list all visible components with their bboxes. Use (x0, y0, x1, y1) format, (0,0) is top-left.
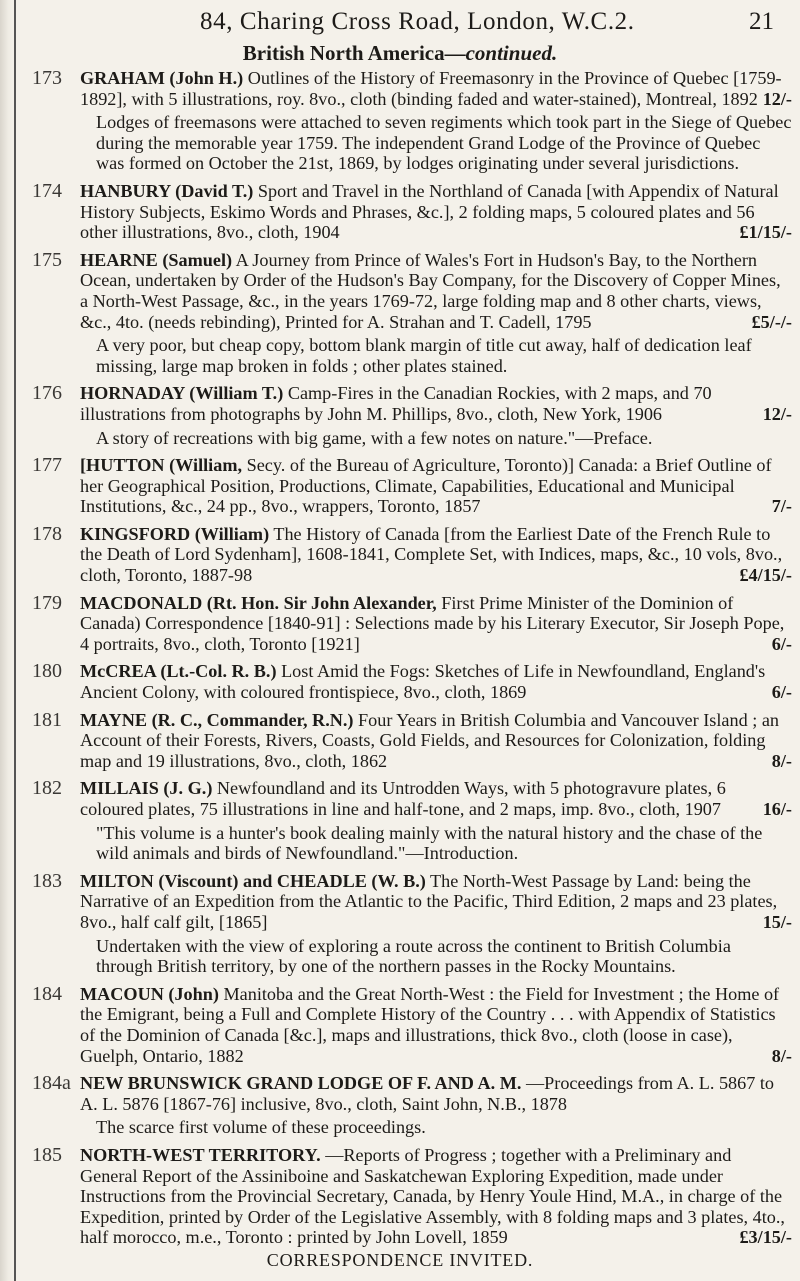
catalogue-entry (32, 778, 792, 863)
entry-title: Outlines of the History of Freemasonry in the Province of Quebec [1759-1892], with 5 illustrations, roy. 8vo., cloth (binding faded and water-stained), Montreal, 1892 (80, 68, 782, 109)
entry-title: Sport and Travel in the Northland of Canada [with Appendix of Natural History Subjects, Eskimo Words and Phrases, &c.], 2 folding maps, 5 coloured plates and 56 other illustrations, 8vo., cloth, 1904 (80, 180, 779, 243)
entry-title: A Journey from Prince of Wales's Fort in Hudson's Bay, to the Northern Ocean, undertaken by Order of the Hudson's Bay Company, for the Discovery of Copper Mines, a North-West Passage, &c., in the years 1769-72, large folding map and 8 other charts, views, &c., 4to. (needs rebinding), Printed for A. Strahan and T. Cadell, 1795 (80, 249, 781, 332)
entry-price: 8/- (771, 750, 792, 771)
entry-title: The History of Canada [from the Earliest Date of the French Rule to the Death of Lord Sydenham], 1608-1841, Complete Set, with Indices, maps, &c., 10 vols, 8vo., cloth, Toronto, 1887-98 (80, 523, 783, 586)
catalogue-entry (32, 524, 792, 586)
catalogue-entry (32, 250, 792, 377)
catalogue-entry (32, 383, 792, 448)
entry-title: First Prime Minister of the Dominion of Canada) Correspondence [1840-91] : Selections made by his Literary Executor, Sir Joseph Pope, 4 portraits, 8vo., cloth, Toronto [1921] (80, 592, 785, 654)
entry-title: Manitoba and the Great North-West : the Field for Investment ; the Home of the Emigrant, being a Full and Complete History of the Country . . . with Appendix of Statistics of the Dominion of Canada [&c.], maps and illustrations, thick 8vo., cloth (loose in case), Guelph, Ontario, 1882 (80, 983, 780, 1066)
page-number: 21 (749, 8, 774, 35)
entry-price: 7/- (771, 496, 792, 517)
entry-description: Lodges of freemasons were attached to seven regiments which took part in the Siege of Quebec during the memorable year 1759. The independent Grand Lodge of the Province of Quebec was formed on October the 21st, 1869, by lodges originating under several jurisdictions. (96, 112, 792, 174)
catalogue-entry (32, 1073, 792, 1138)
entry-price: £1/15/- (739, 222, 792, 243)
entry-title: —Proceedings from A. L. 5867 to A. L. 5876 [1867-76] inclusive, 8vo., cloth, Saint John, N.B., 1878 (80, 1073, 775, 1114)
catalogue-entry (32, 593, 792, 655)
entry-author: MILTON (Viscount) and CHEADLE (W. B.) (80, 870, 426, 891)
binding-line (14, 0, 16, 1281)
entry-title: Lost Amid the Fogs: Sketches of Life in Newfoundland, England's Ancient Colony, with coloured frontispiece, 8vo., cloth, 1869 (80, 661, 766, 703)
entry-author: MACDONALD (Rt. Hon. Sir John Alexander, (80, 592, 437, 613)
footer-note: CORRESPONDENCE INVITED. (266, 1250, 534, 1270)
entry-description: "This volume is a hunter's book dealing mainly with the natural history and the chase of the wild animals and birds of Newfoundland."—Introduction. (96, 822, 763, 864)
catalogue-entries (32, 68, 792, 1255)
entry-number: 174 (32, 179, 62, 202)
catalogue-entry (32, 181, 792, 243)
catalogue-entry (32, 984, 792, 1066)
page-binding-edge (0, 0, 14, 1281)
entry-number: 180 (32, 660, 62, 683)
entry-price: 6/- (771, 682, 792, 703)
entry-title: Camp-Fires in the Canadian Rockies, with 2 maps, and 70 illustrations from photographs by John M. Phillips, 8vo., cloth, New York, 1906 (80, 383, 712, 424)
entry-number: 185 (32, 1143, 62, 1166)
entry-body (80, 984, 792, 1066)
entry-body (80, 181, 792, 243)
entry-author: HORNADAY (William T.) (80, 383, 284, 404)
entry-price: 15/- (762, 911, 792, 932)
catalogue-entry (32, 710, 792, 772)
entry-author: GRAHAM (John H.) (80, 68, 244, 88)
entry-price: 12/- (762, 403, 792, 424)
section-continued: continued. (465, 41, 558, 65)
entry-author: McCREA (Lt.-Col. R. B.) (80, 661, 277, 682)
entry-author: [HUTTON (William, (80, 455, 243, 476)
entry-author: MAYNE (R. C., Commander, R.N.) (80, 709, 354, 730)
entry-number: 184a (32, 1072, 71, 1095)
entry-number: 183 (32, 869, 62, 892)
entry-description: A very poor, but cheap copy, bottom blank margin of title cut away, half of dedication leaf missing, large map broken in folds ; other plates stained. (96, 335, 752, 376)
entry-body (80, 383, 792, 424)
entry-price: £3/15/- (739, 1227, 792, 1248)
entry-description: The scarce first volume of these proceedings. (96, 1117, 426, 1138)
entry-author: NEW BRUNSWICK GRAND LODGE OF F. AND A. M. (80, 1073, 522, 1094)
catalogue-entry (32, 871, 792, 977)
entry-body (80, 524, 792, 586)
catalogue-entry (32, 661, 792, 702)
entry-number: 179 (32, 591, 62, 614)
entry-price: 12/- (762, 88, 792, 109)
entry-body (80, 1145, 792, 1248)
entry-author: KINGSFORD (William) (80, 523, 270, 544)
entry-number: 184 (32, 982, 62, 1005)
entry-author: HEARNE (Samuel) (80, 249, 233, 270)
entry-author: MILLAIS (J. G.) (80, 778, 213, 799)
entry-number: 177 (32, 454, 62, 477)
entry-body (80, 250, 792, 332)
entry-number: 181 (32, 708, 62, 731)
entry-description: A story of recreations with big game, with a few notes on nature."—Preface. (96, 427, 653, 448)
entry-body (80, 68, 792, 109)
entry-author: MACOUN (John) (80, 983, 219, 1004)
entry-number: 182 (32, 777, 62, 800)
entry-price: 16/- (762, 799, 792, 819)
entry-price: 8/- (771, 1045, 792, 1066)
entry-number: 175 (32, 248, 62, 271)
entry-body (80, 871, 792, 933)
entry-body (80, 710, 792, 772)
entry-title: Secy. of the Bureau of Agriculture, Toronto)] Canada: a Brief Outline of her Geographical Position, Productions, Climate, Capabilities, Educational and Municipal Institutions, &c., 24 pp., 8vo., wrappers, Toronto, 1857 (80, 455, 772, 517)
section-title-text: British North America— (242, 41, 466, 65)
catalogue-entry (32, 68, 792, 174)
entry-number: 178 (32, 522, 62, 545)
entry-price: 6/- (771, 633, 792, 654)
entry-title: The North-West Passage by Land: being the Narrative of an Expedition from the Atlantic to the Pacific, Third Edition, 2 maps and 23 plates, 8vo., half calf gilt, [1865] (80, 870, 778, 932)
catalogue-entry (32, 1145, 792, 1248)
entry-number: 176 (32, 382, 62, 405)
entry-author: NORTH-WEST TERRITORY. (80, 1144, 321, 1165)
page-header: 84, Charing Cross Road, London, W.C.2. (200, 8, 635, 35)
entry-body (80, 455, 792, 517)
entry-body (80, 1073, 792, 1114)
entry-price: £5/-/- (751, 311, 792, 332)
catalogue-entry (32, 455, 792, 517)
entry-body (80, 661, 792, 702)
section-title (0, 41, 800, 66)
entry-title: —Reports of Progress ; together with a Preliminary and General Report of the Assiniboine and Saskatchewan Exploring Expedition, made under Instructions from the Provincial Secretary, Canada, by Henry Youle Hind, M.A., in charge of the Expedition, printed by Order of the Legislative Assembly, with 8 folding maps and 3 plates, 4to., half morocco, m.e., Toronto : printed by John Lovell, 1859 (80, 1144, 785, 1248)
entry-description: Undertaken with the view of exploring a route across the continent to British Columbia through British territory, by one of the northern passes in the Rocky Mountains. (96, 935, 731, 977)
entry-title: Four Years in British Columbia and Vancouver Island ; an Account of their Forests, Rivers, Coasts, Gold Fields, and Resources for Colonization, folding map and 19 illustrations, 8vo., cloth, 1862 (80, 709, 779, 771)
entry-title: Newfoundland and its Untrodden Ways, with 5 photogravure plates, 6 coloured plates, 75 illustrations in line and half-tone, and 2 maps, imp. 8vo., cloth, 1907 (80, 778, 726, 819)
entry-author: HANBURY (David T.) (80, 180, 254, 201)
entry-body (80, 593, 792, 655)
entry-price: £4/15/- (739, 565, 792, 586)
entry-body (80, 778, 792, 819)
entry-number: 173 (32, 67, 62, 89)
